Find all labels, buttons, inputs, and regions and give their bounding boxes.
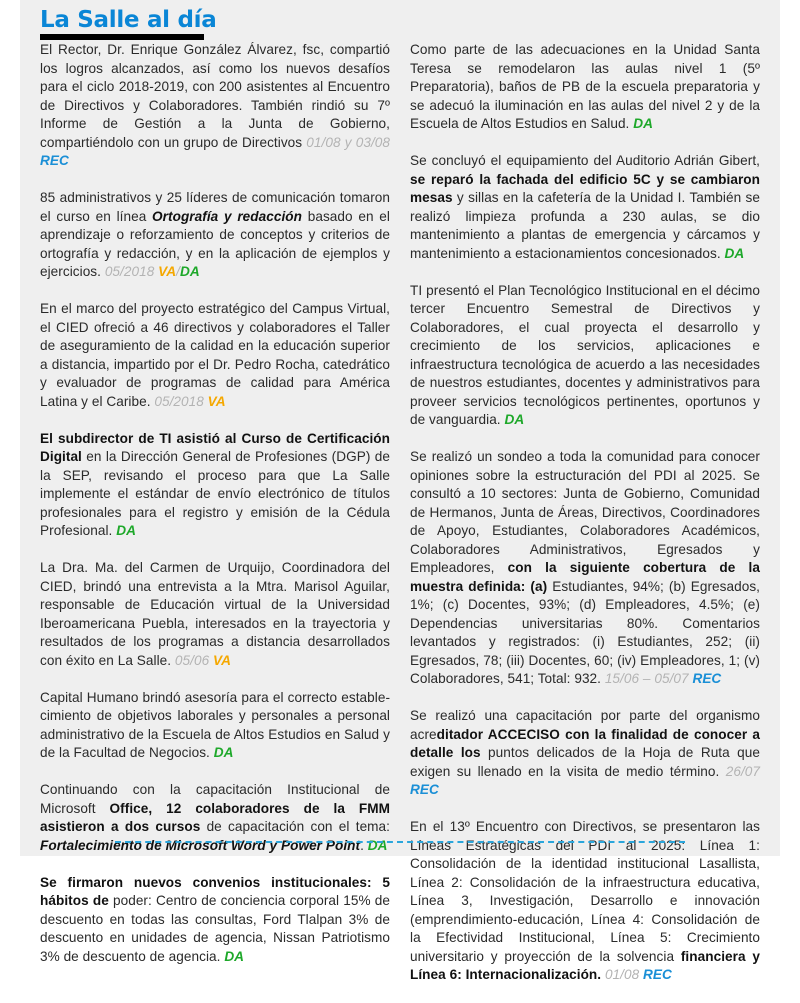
news-item bbox=[410, 152, 760, 263]
news-date: 05/06 bbox=[174, 652, 210, 668]
news-text: En el marco del proyecto estratégico del Campus Virtual, el CIED ofreció a 46 directivos y colaboradores el Taller de aseguramiento de la calidad en la educación superior a distancia, impartido por el Dr. Pedro Rocha, catedrático y evaluador de programas de calidad para América Latina y el Caribe. bbox=[40, 301, 390, 409]
right-column bbox=[410, 41, 760, 1003]
news-text: puntos delicados de la Hoja de Ruta que exigen su llenado en la visita de medio término. bbox=[410, 745, 760, 779]
news-item bbox=[410, 707, 760, 800]
title-underline-bar bbox=[40, 34, 204, 40]
news-text: y sillas en la cafetería de la Unidad I. También se realizó limpieza profunda a 230 aulas, se dio mantenimiento a plantas de emergencia y cárcamos y mantenimiento a estacionamientos concesionados. bbox=[410, 190, 760, 261]
news-text: TI presentó el Plan Tecnológico Institucional en el décimo tercer Encuentro Semestral de Directivos y Colaboradores, el cual proyecta el desarrollo y crecimiento de los servicios, aplicaciones e infraestructura tecnológica de acuerdo a las necesidades de nuestros estudiantes, docentes y administrativos para proveer servicios tecnológicos pertinentes, oportunos y de vanguardia. bbox=[410, 282, 760, 427]
news-date: 05/2018 bbox=[154, 393, 204, 409]
news-item bbox=[40, 689, 390, 763]
news-date: 05/2018 bbox=[104, 264, 155, 279]
news-item bbox=[40, 559, 390, 670]
section-title: La Salle al día bbox=[40, 7, 217, 33]
department-tag-rec: REC bbox=[40, 153, 69, 168]
news-text: Como parte de las adecuaciones en la Unidad Santa Teresa se remodelaron las aulas nivel 1 (5º Preparatoria), baños de PB de la escuela preparatoria y se adecuó la iluminación en las aulas del nivel 2 y de la Escuela de Altos Estudios en Salud. bbox=[410, 42, 760, 131]
news-item bbox=[40, 874, 390, 967]
news-text: . bbox=[360, 837, 368, 853]
department-tag-va: VA bbox=[158, 264, 177, 279]
news-item bbox=[410, 448, 760, 689]
department-tag-da: DA bbox=[633, 116, 653, 131]
news-text: 85 administrativos y 25 líderes de comunicación tomaron el curso en línea bbox=[40, 190, 390, 224]
department-tag-rec: REC bbox=[692, 671, 722, 686]
department-tag-rec: REC bbox=[410, 782, 439, 797]
news-text: Se concluyó el equipamiento del Auditorio Adrián Gibert, bbox=[410, 153, 760, 168]
department-tag-da: DA bbox=[224, 948, 245, 964]
news-date: 01/08 bbox=[604, 967, 640, 982]
news-date: 15/06 – 05/07 bbox=[604, 671, 689, 686]
news-date: 26/07 bbox=[725, 763, 760, 779]
news-text-bold: financiera y Línea 6: Internacionalización. bbox=[410, 948, 760, 982]
news-text-bold: Se firmaron nuevos convenios institucionales: 5 hábitos de bbox=[40, 874, 390, 908]
tag-separator: / bbox=[176, 264, 180, 279]
department-tag-da: DA bbox=[367, 837, 388, 853]
department-tag-rec: REC bbox=[643, 967, 672, 982]
news-text-bold: se reparó la fachada del edificio 5C y se cambiaron mesas bbox=[410, 171, 760, 205]
dashed-divider bbox=[115, 841, 685, 843]
news-text-bold: con la siguiente cobertura de la muestra definida: (a) bbox=[410, 560, 760, 594]
news-item bbox=[40, 781, 390, 855]
news-text-italic: Fortalecimiento de Microsoft Word y Power Point bbox=[40, 837, 361, 853]
news-text-bold: El subdirector de TI asistió al Curso de Certificación Digital bbox=[40, 430, 390, 464]
news-text: Continuando con la capacitación Institucional de Microsoft bbox=[40, 782, 390, 816]
news-text-italic: Ortografía y redacción bbox=[152, 208, 302, 224]
news-item bbox=[40, 430, 390, 541]
news-item bbox=[40, 41, 390, 171]
department-tag-da: DA bbox=[213, 745, 234, 760]
department-tag-da: DA bbox=[724, 245, 745, 261]
news-text: de capacitación con el tema: bbox=[200, 819, 390, 834]
news-text: En el 13º Encuentro con Directivos, se presentaron las Líneas Estratégicas del PDI al 2025: Línea 1: Consolidación de la identidad institucional Lasallista, Línea 2: Consolidación de la infraestructura educativa, Línea 3, Investigación, Desarrollo e innovación (emprendimiento-educación, Línea 4: Consolidación de la Efectividad Institucional, Línea 5: Crecimiento universitario y proyección de la solvencia bbox=[410, 819, 760, 964]
news-text-bold: ditador ACCECISO con la finalidad de conocer a detalle los bbox=[410, 726, 760, 760]
news-date: 01/08 y 03/08 bbox=[306, 134, 390, 150]
department-tag-va: VA bbox=[207, 393, 226, 409]
news-text: El Rector, Dr. Enrique González Álvarez, fsc, compartió los logros alcanzados, así como los nuevos desafíos para el ciclo 2018-2019, con 200 asistentes al Encuentro de Directivos y Colaboradores. También rindió su 7º Informe de Gestión a la Junta de Gobierno, compartiéndolo con un grupo de Directivos bbox=[40, 42, 390, 150]
news-item bbox=[410, 282, 760, 430]
department-tag-da: DA bbox=[116, 523, 136, 538]
news-item bbox=[410, 41, 760, 134]
department-tag-da: DA bbox=[179, 264, 200, 279]
news-text: Se realizó un sondeo a toda la comunidad para conocer opiniones sobre la estructuración del PDI al 2025. Se consultó a 10 sectores: Junta de Gobierno, Comunidad de Hermanos, Junta de Áreas, Directivos, Coordinadores de Apoyo, Estudiantes, Colaboradores Académicos, Colaboradores Administrativos, Egresados y Empleadores, bbox=[410, 449, 760, 575]
news-text: La Dra. Ma. del Carmen de Urquijo, Coordinadora del CIED, brindó una entrevista a la Mtra. Marisol Aguilar, responsable de Educación virtual de la Universidad Iberoamericana Puebla, interesados en la trayectoria y resultados de los programas a distancia desarrollados con éxito en La Salle. bbox=[40, 560, 390, 668]
news-text: poder: Centro de conciencia corporal 15% de descuento en todas las consultas, Ford Tlalpan 3% de descuento en unidades de agencia, Nissan Patriotismo 3% de descuento de agencia. bbox=[40, 893, 390, 964]
news-item bbox=[40, 189, 390, 282]
news-text-bold: Office, 12 colaboradores de la FMM asistieron a dos cursos bbox=[40, 800, 390, 834]
news-item bbox=[40, 300, 390, 411]
news-text: en la Dirección General de Profesiones (DGP) de la SEP, revisando el proceso para que La Salle implemente el estándar de envío electrónico de títulos profesionales para el registro y emisión de la Cédula Profesional. bbox=[40, 449, 390, 538]
department-tag-da: DA bbox=[504, 412, 525, 427]
news-text: Estudiantes, 94%; (b) Egresados, 1%; (c) Docentes, 93%; (d) Empleadores, 4.5%; (e) Dependencias universitarias 80%. Comentarios levantados y registrados: (i) Estudiantes, 252; (ii) Egresados, 78; (iii) Docentes, 60; (iv) Empleadores, 1; (v) Colaboradores, 541; Total: 932. bbox=[410, 578, 760, 686]
news-text: basado en el aprendizaje o reforzamiento de conceptos y criterios de ortografía y redacción, y en la aplicación de ejemplos y ejercicios. bbox=[40, 208, 390, 279]
news-text: Capital Humano brindó asesoría para el correcto establecimiento de objetivos laborales y personales a personal administrativo de la Escuela de Altos Estudios en Salud y de la Facultad de Negocios. bbox=[40, 689, 390, 760]
department-tag-va: VA bbox=[213, 652, 232, 668]
news-text: Se realizó una capacitación por parte del organismo acre bbox=[410, 708, 760, 742]
